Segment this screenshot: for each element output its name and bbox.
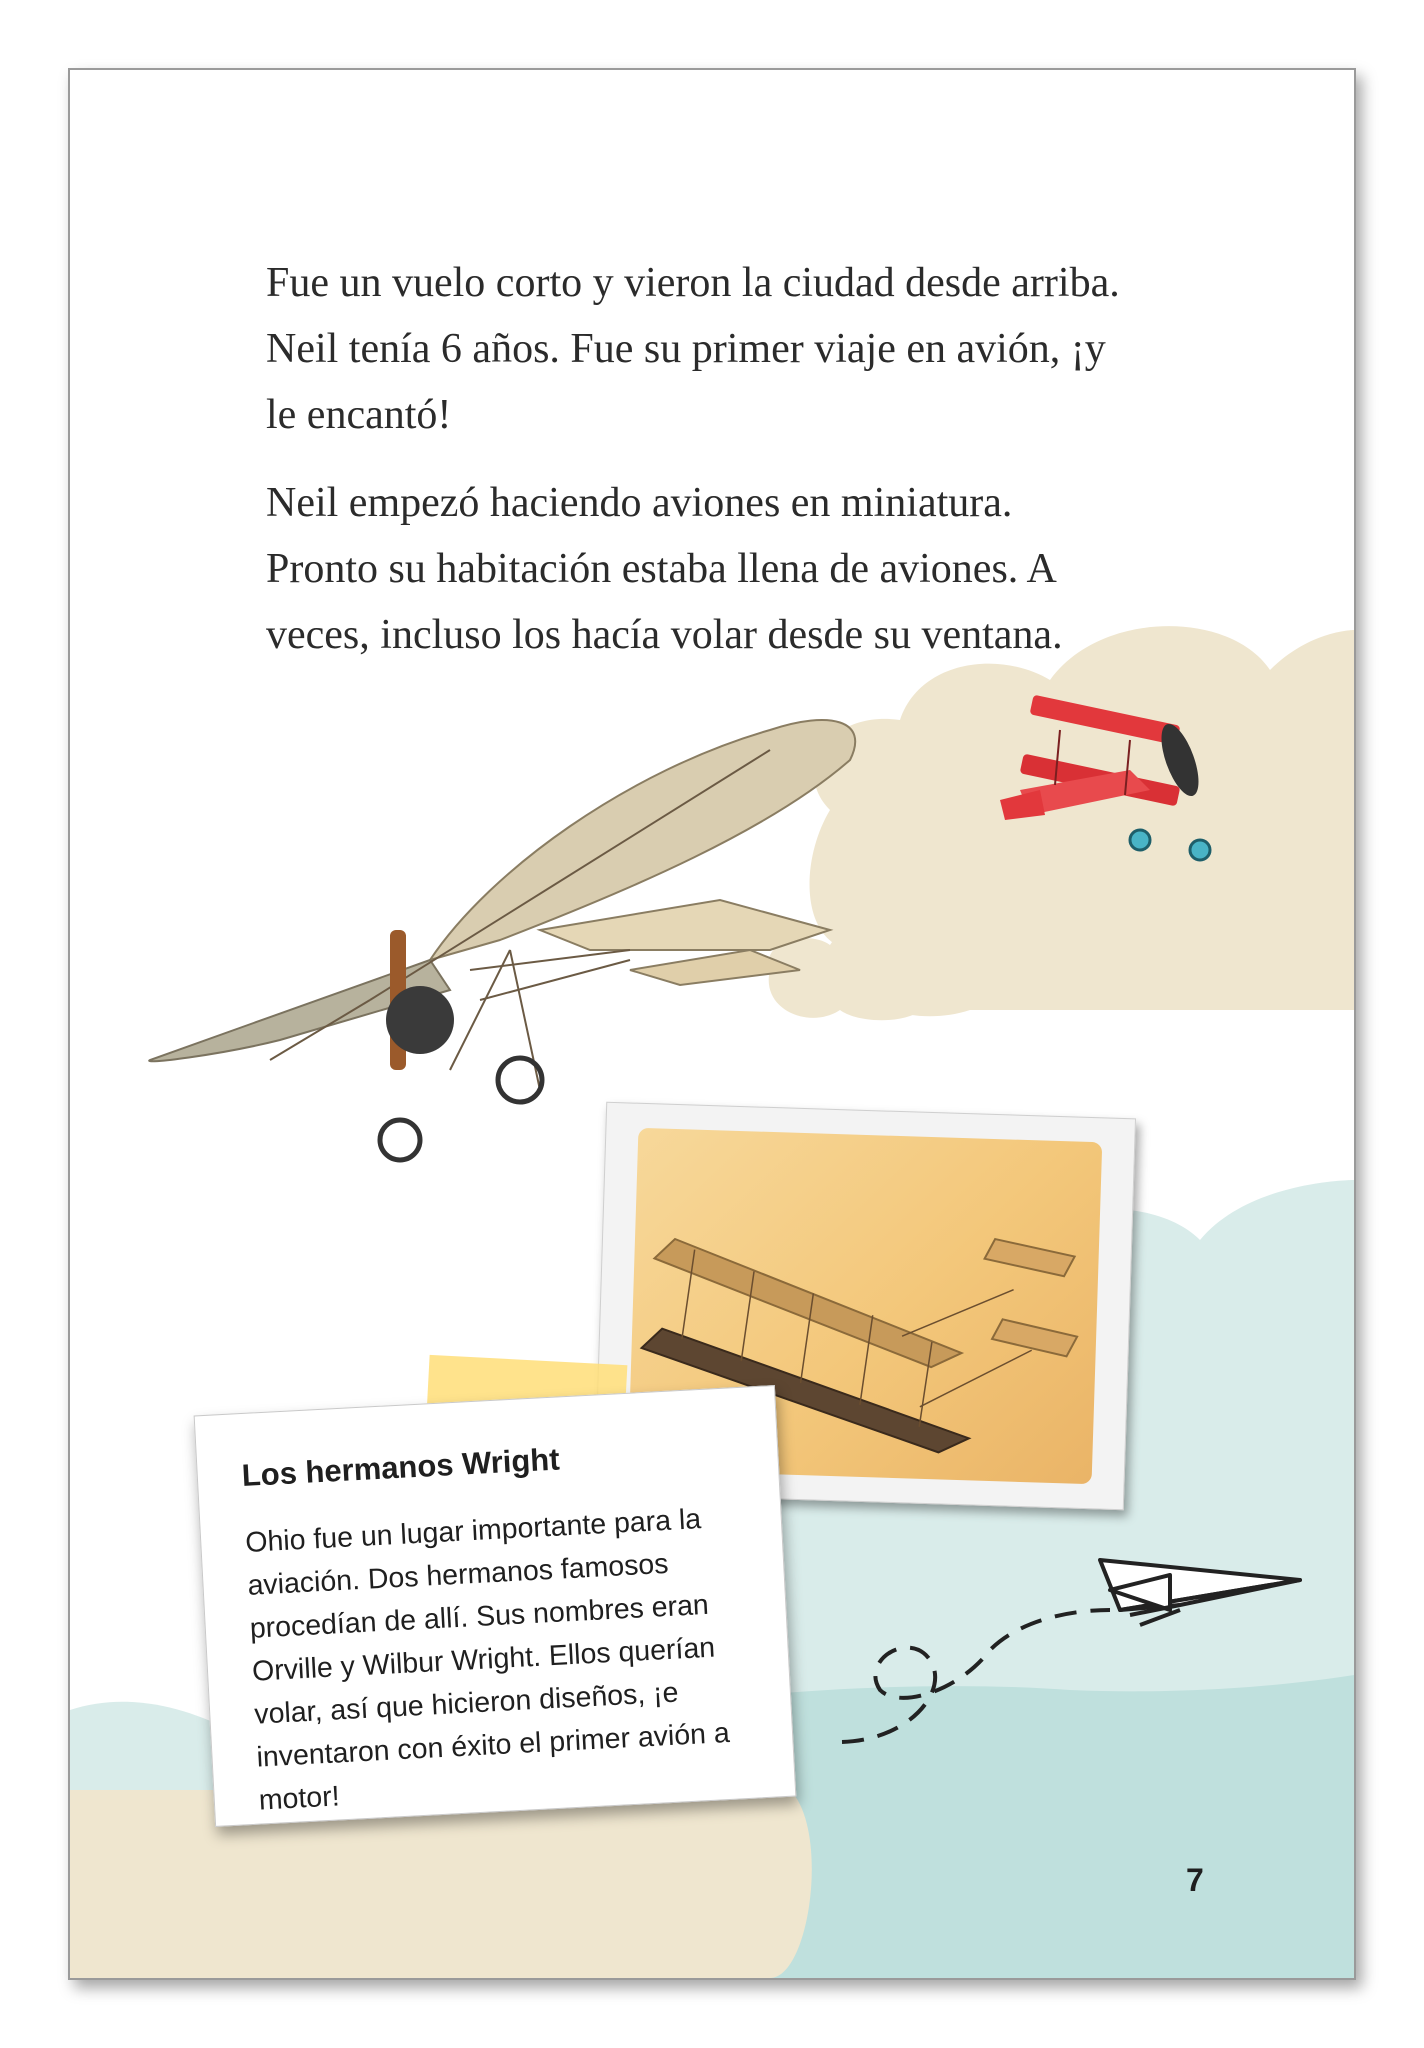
page-number: 7	[1186, 1862, 1204, 1898]
story-paragraph-2: Neil empezó haciendo aviones en miniatura. Pronto su habitación estaba llena de aviones. A veces, incluso los hacía volar desde su ventana.	[266, 480, 1063, 658]
paper-plane-icon	[1100, 1560, 1300, 1625]
note-body: Ohio fue un lugar importante para la aviación. Dos hermanos famosos procedían de allí. Sus nombres eran Orville y Wilbur Wright. Ellos querían volar, así que hicieron diseños, ¡e inventaron con éxito el primer avión a motor!	[244, 1503, 731, 1817]
book-page	[68, 68, 1356, 1980]
red-biplane-icon	[1000, 695, 1210, 860]
dashed-flight-path	[842, 1610, 1110, 1742]
vintage-monoplane-icon	[149, 720, 855, 1160]
story-paragraph-1: Fue un vuelo corto y vieron la ciudad desde arriba. Neil tenía 6 años. Fue su primer viaje en avión, ¡y le encantó!	[266, 260, 1120, 438]
wright-brothers-note	[194, 1385, 797, 1827]
note-title: Los hermanos Wright	[240, 1441, 561, 1494]
